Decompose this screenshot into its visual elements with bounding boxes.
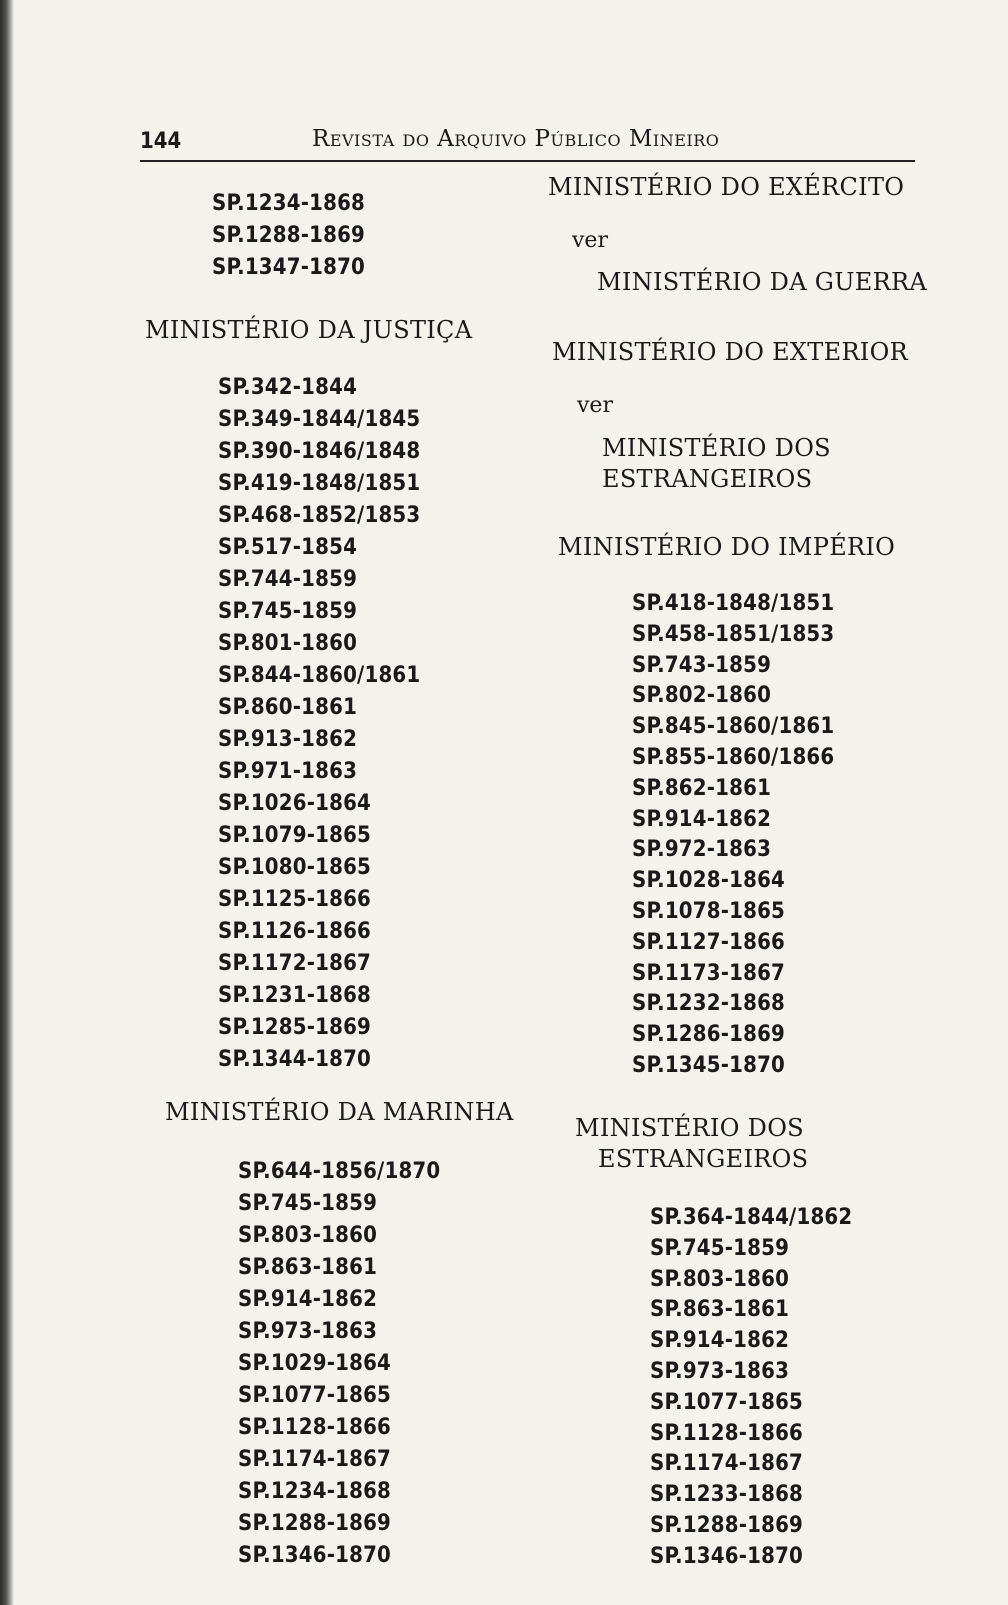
list-item: SP.349-1844/1845 — [218, 407, 421, 432]
list-item: SP.860-1861 — [218, 695, 358, 720]
list-item: SP.1233-1868 — [650, 1482, 804, 1508]
list-item: SP.1288-1869 — [650, 1512, 804, 1538]
list-item: SP.1174-1867 — [238, 1447, 392, 1472]
list-item: SP.1172-1867 — [218, 951, 372, 976]
list-item: SP.913-1862 — [218, 727, 358, 752]
ref-ministerio-guerra: MINISTÉRIO DA GUERRA — [597, 268, 927, 296]
list-item: SP.419-1848/1851 — [218, 471, 421, 496]
list-item: SP.468-1852/1853 — [218, 503, 421, 528]
heading-ministerio-exterior: MINISTÉRIO DO EXTERIOR — [552, 338, 908, 366]
ver-label-exercito: ver — [572, 228, 608, 253]
list-item: SP.745-1859 — [238, 1191, 378, 1216]
list-item: SP.1029-1864 — [238, 1351, 392, 1376]
list-item: SP.1128-1866 — [650, 1420, 804, 1446]
scan-edge-shadow — [0, 0, 14, 1605]
list-item: SP.745-1859 — [218, 599, 358, 624]
left-top-list — [212, 188, 365, 284]
list-item: SP.1234-1868 — [212, 191, 366, 216]
list-item: SP.844-1860/1861 — [218, 663, 421, 688]
list-item: SP.1288-1869 — [212, 223, 366, 248]
list-item: SP.863-1861 — [650, 1297, 790, 1323]
list-item: SP.1079-1865 — [218, 823, 372, 848]
list-item: SP.855-1860/1866 — [632, 744, 835, 770]
list-item: SP.802-1860 — [632, 683, 772, 709]
ver-label-exterior: ver — [577, 393, 613, 418]
list-item: SP.914-1862 — [632, 806, 772, 832]
list-item: SP.517-1854 — [218, 535, 358, 560]
list-item: SP.1077-1865 — [238, 1383, 392, 1408]
list-item: SP.1173-1867 — [632, 960, 786, 986]
list-item: SP.1234-1868 — [238, 1479, 392, 1504]
page-number: 144 — [140, 129, 182, 154]
list-item: SP.1232-1868 — [632, 991, 786, 1017]
list-item: SP.1346-1870 — [650, 1543, 804, 1569]
list-item: SP.862-1861 — [632, 775, 772, 801]
running-header — [140, 110, 915, 162]
list-item: SP.1286-1869 — [632, 1022, 786, 1048]
marinha-list — [238, 1156, 440, 1572]
heading-ministerio-justica: MINISTÉRIO DA JUSTIÇA — [145, 316, 473, 344]
list-item: SP.745-1859 — [650, 1235, 790, 1261]
list-item: SP.1128-1866 — [238, 1415, 392, 1440]
list-item: SP.801-1860 — [218, 631, 358, 656]
list-item: SP.972-1863 — [632, 837, 772, 863]
list-item: SP.364-1844/1862 — [650, 1205, 853, 1230]
list-item: SP.971-1863 — [218, 759, 358, 784]
list-item: SP.803-1860 — [238, 1223, 378, 1248]
list-item: SP.1078-1865 — [632, 898, 786, 924]
justica-list — [218, 372, 420, 1076]
heading-ministerio-marinha: MINISTÉRIO DA MARINHA — [165, 1098, 514, 1126]
running-title: Revista do Arquivo Público Mineiro — [312, 126, 720, 152]
list-item: SP.1125-1866 — [218, 887, 372, 912]
list-item: SP.803-1860 — [650, 1266, 790, 1292]
list-item: SP.845-1860/1861 — [632, 714, 835, 740]
heading-ministerio-estrangeiros-line1: MINISTÉRIO DOS — [575, 1114, 804, 1142]
list-item: SP.1346-1870 — [238, 1543, 392, 1568]
estrangeiros-list — [650, 1203, 852, 1573]
list-item: SP.1174-1867 — [650, 1451, 804, 1477]
ref-ministerio-estrangeiros-line2: ESTRANGEIROS — [602, 465, 813, 493]
list-item: SP.973-1863 — [238, 1319, 378, 1344]
list-item: SP.1285-1869 — [218, 1015, 372, 1040]
imperio-list — [632, 589, 834, 1082]
list-item: SP.644-1856/1870 — [238, 1159, 441, 1184]
ref-ministerio-estrangeiros-line1: MINISTÉRIO DOS — [602, 434, 831, 462]
list-item: SP.914-1862 — [650, 1328, 790, 1354]
list-item: SP.973-1863 — [650, 1358, 790, 1384]
heading-ministerio-imperio: MINISTÉRIO DO IMPÉRIO — [558, 533, 896, 561]
list-item: SP.418-1848/1851 — [632, 591, 835, 616]
list-item: SP.863-1861 — [238, 1255, 378, 1280]
list-item: SP.1077-1865 — [650, 1389, 804, 1415]
list-item: SP.458-1851/1853 — [632, 621, 835, 647]
list-item: SP.1080-1865 — [218, 855, 372, 880]
list-item: SP.1344-1870 — [218, 1047, 372, 1072]
heading-ministerio-exercito: MINISTÉRIO DO EXÉRCITO — [548, 173, 905, 201]
list-item: SP.1231-1868 — [218, 983, 372, 1008]
list-item: SP.1345-1870 — [632, 1052, 786, 1078]
list-item: SP.743-1859 — [632, 652, 772, 678]
list-item: SP.744-1859 — [218, 567, 358, 592]
list-item: SP.390-1846/1848 — [218, 439, 421, 464]
heading-ministerio-estrangeiros-line2: ESTRANGEIROS — [598, 1145, 809, 1173]
list-item: SP.1028-1864 — [632, 868, 786, 894]
list-item: SP.1026-1864 — [218, 791, 372, 816]
list-item: SP.1126-1866 — [218, 919, 372, 944]
list-item: SP.1347-1870 — [212, 255, 366, 280]
list-item: SP.342-1844 — [218, 375, 358, 400]
list-item: SP.914-1862 — [238, 1287, 378, 1312]
list-item: SP.1288-1869 — [238, 1511, 392, 1536]
list-item: SP.1127-1866 — [632, 929, 786, 955]
